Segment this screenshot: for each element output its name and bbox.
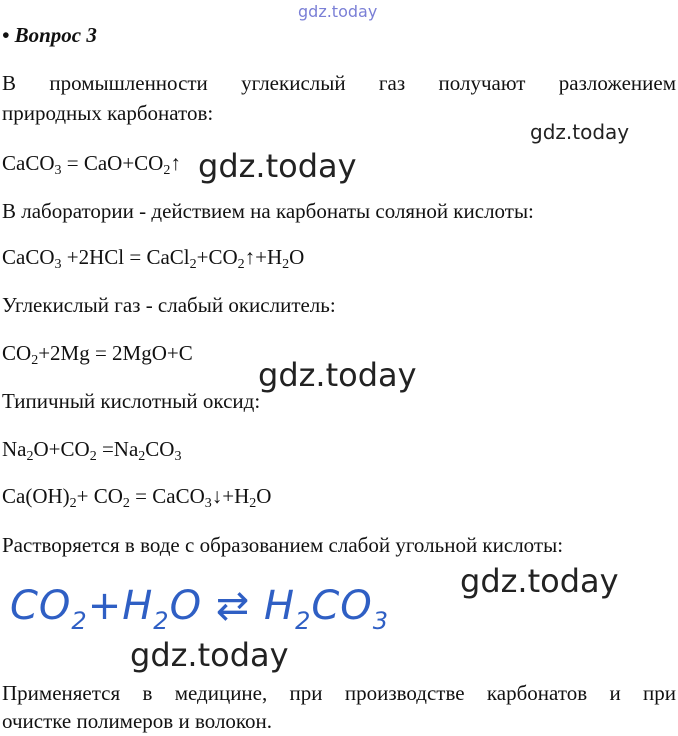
paragraph-industry-line2: природных карбонатов: [2,101,214,125]
watermark: gdz.today [258,356,417,394]
equation-4: $Na_2O+CO_2 =Na_2CO_3$ [2,437,182,464]
paragraph-usage-line1: Применяется в медицине, при производстве карбонатов и при [2,681,676,705]
equation-1: CaCO$_3$ = $CaO+CO_2↑$ [2,151,181,178]
watermark: gdz.today [530,120,630,144]
watermark: gdz.today [130,636,289,674]
paragraph-industry-line1: В промышленности углекислый газ получают разложением [2,71,676,95]
paragraph-lab: В лаборатории - действием на карбонаты соляной кислоты: [2,199,534,223]
equation-3: $CO_2+2Mg = 2MgO+C$ [2,341,193,368]
watermark: gdz.today [460,562,619,600]
question-heading: • Вопрос 3 [2,23,97,47]
paragraph-oxidizer: Углекислый газ - слабый окислитель: [2,293,336,317]
watermark: gdz.today [198,147,357,185]
equation-5: $Ca(OH)_2+ CO_2$ = $CaCO_3↓+H_2O$ [2,484,272,511]
handwritten-equation: $CO_2+H_2O$ ⇄ $H_2CO_3$ [10,583,390,635]
equation-2: CaCO$_3$ $+2HCl = CaCl_2+CO_2↑+H_2O$ [2,245,305,272]
paragraph-dissolves: Растворяется в воде с образованием слабой угольной кислоты: [2,533,564,557]
watermark: gdz.today [298,2,378,21]
paragraph-usage-line2: очистке полимеров и волокон. [2,709,273,733]
paragraph-acidic-oxide: Типичный кислотный оксид: [2,389,261,413]
